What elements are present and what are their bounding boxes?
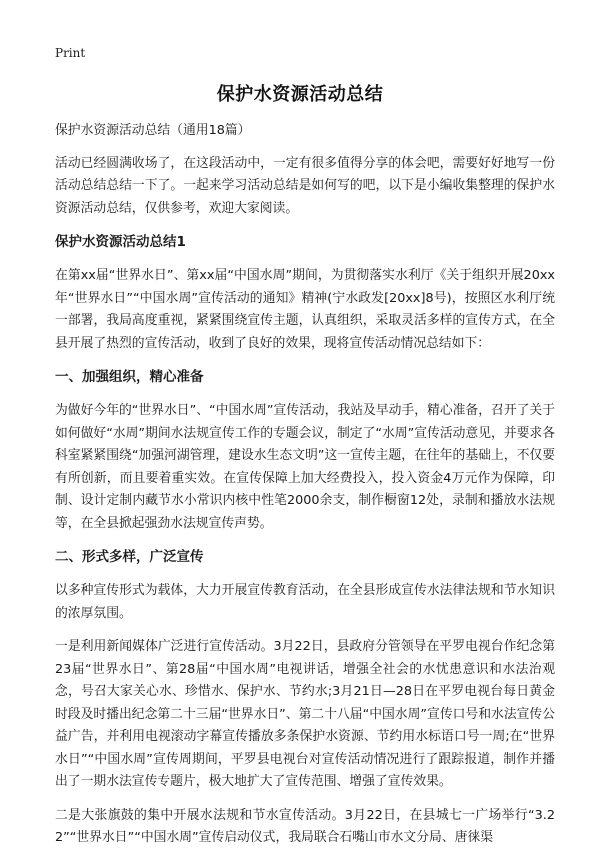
page-title: 保护水资源活动总结 — [216, 84, 384, 105]
document-subtitle: 保护水资源活动总结（通用18篇） — [55, 123, 251, 138]
part-1-heading: 一、加强组织，精心准备 — [55, 369, 204, 385]
section-1-paragraph: 在第xx届“世界水日”、第xx届“中国水周”期间，为贯彻落实水利厅《关于组织开展20xx年“世界水日”“中国水周”宣传活动的通知》精神(宁水政发[20xx]8号)，按照区水利厅统一部署，我局高度重视，紧紧围绕宣传主题，认真组织，采取灵活多样的宣传方式，在全县开展了热烈的宣传活动，收到了良好的效果，现将宣传活动情况总结如下： — [55, 268, 555, 351]
print-label[interactable]: Print — [55, 46, 86, 60]
part-2-paragraph: 以多种宣传形式为载体，大力开展宣传教育活动，在全县形成宣传水法律法规和节水知识的浓厚氛围。 — [55, 583, 555, 621]
item-1-paragraph: 一是利用新闻媒体广泛进行宣传活动。3月22日，县政府分管领导在平罗电视台作纪念第23届“世界水日”、第28届“中国水周”电视讲话，增强全社会的水忧患意识和水法治观念，号召大家关心水、珍惜水、保护水、节约水;3月21日—28日在平罗电视台每日黄金时段及时播出纪念第二十三届“世界水日”、第二十八届“中国水周”宣传口号和水法宣传公益广告，并利用电视滚动字幕宣传播放多条保护水资源、节约用水标语口号一周;在“世界水日”“中国水周”宣传周期间，平罗县电视台对宣传活动情况进行了跟踪报道，制作并播出了一期水法宣传专题片，极大地扩大了宣传范围、增强了宣传效果。 — [55, 639, 556, 789]
section-1-heading: 保护水资源活动总结1 — [55, 234, 186, 250]
part-2-heading: 二、形式多样，广泛宣传 — [55, 549, 204, 565]
intro-paragraph: 活动已经圆满收场了，在这段活动中，一定有很多值得分享的体会吧，需要好好地写一份活动总结总结一下了。一起来学习活动总结是如何写的吧，以下是小编收集整理的保护水资源活动总结，仅供参考，欢迎大家阅读。 — [55, 155, 555, 216]
item-2-paragraph: 二是大张旗鼓的集中开展水法规和节水宣传活动。3月22日，在县城七一广场举行“3.22”“世界水日”“中国水周”宣传启动仪式，我局联合石嘴山市水文分局、唐徕渠 — [55, 807, 555, 845]
document-body — [55, 120, 555, 861]
part-1-paragraph: 为做好今年的“世界水日”、“中国水周”宣传活动，我站及早动手，精心准备，召开了关于如何做好“水周”期间水法规宣传工作的专题会议，制定了“水周”宣传活动意见，并要求各科室紧紧围绕“加强河湖管理，建设水生态文明”这一宣传主题，在往年的基础上，不仅要有所创新，而且要着重实效。在宣传保障上加大经费投入，投入资金4万元作为保障，印制、设计定制内藏节水小常识内核中性笔2000余支，制作橱窗12处，录制和播放水法规等，在全县掀起强劲水法规宣传声势。 — [55, 403, 556, 531]
